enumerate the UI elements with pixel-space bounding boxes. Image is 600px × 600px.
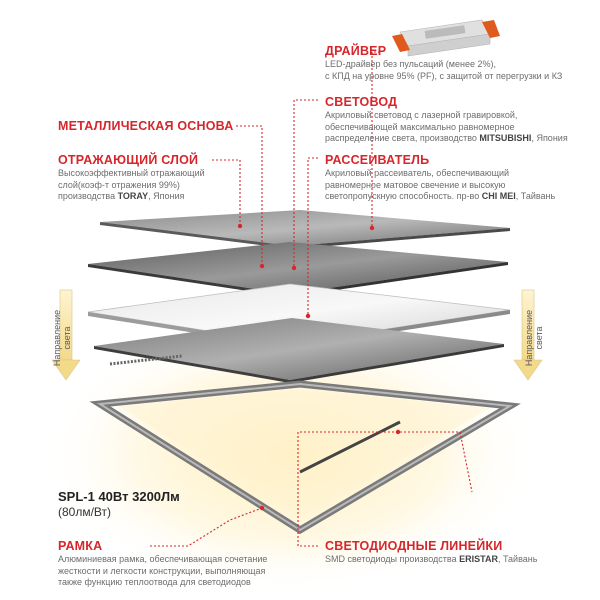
brand-eristar: ERISTAR (459, 554, 498, 564)
diffuser-desc-line1: Акриловый рассеиватель, обеспечивающий (325, 168, 510, 178)
diffuser-desc-line3: светопропускную способность. пр-во CHI MEI, Тайвань (325, 191, 556, 201)
frame-label (58, 539, 288, 589)
product-efficacy: (80лм/Вт) (58, 505, 112, 519)
reflective-desc-line3: производства TORAY, Япония (58, 191, 185, 201)
led-strips-title: СВЕТОДИОДНЫЕ ЛИНЕЙКИ (325, 539, 503, 553)
led-strips-label (325, 539, 595, 566)
product-model: SPL-1 40Вт 3200Лм (58, 489, 180, 504)
driver-label (325, 44, 595, 82)
led-strips-desc-line1: SMD светодиоды производства ERISTAR, Тайвань (325, 554, 538, 564)
light-direction-label-left: Направление света (52, 309, 72, 367)
frame-desc-line1: Алюминиевая рамка, обеспечивающая сочетание (58, 554, 268, 564)
diffuser-desc-line2: равномерное матовое свечение и высокую (325, 179, 506, 190)
brand-mitsubishi: MITSUBISHI (479, 133, 532, 143)
driver-title: ДРАЙВЕР (325, 44, 387, 58)
lightguide-desc-line3: распределение света, производство MITSUBISHI, Япония (325, 133, 568, 143)
driver-desc-line1: LED-драйвер без пульсаций (менее 2%), (325, 59, 496, 69)
driver-desc-line2: с КПД на уровне 95% (PF), с защитой от перегрузки и КЗ (325, 70, 563, 81)
product-label (58, 489, 258, 520)
lightguide-label (325, 95, 595, 145)
frame-desc-line3: также функцию теплоотвода для светодиодов (58, 577, 251, 587)
brand-chi-mei: CHI MEI (481, 191, 516, 201)
reflective-label (58, 153, 218, 203)
lightguide-desc-line2: обеспечивающей максимально равномерное (325, 121, 515, 132)
diffuser-title: РАССЕИВАТЕЛЬ (325, 153, 430, 167)
frame-title: РАМКА (58, 539, 103, 553)
frame-desc-line2: жесткости и легкости конструкции, выполняющая (58, 565, 266, 576)
reflective-desc-line2: слой(коэф-т отражения 99%) (58, 179, 180, 190)
reflective-desc-line1: Высокоэффективный отражающий (58, 168, 205, 178)
metal-base-title: МЕТАЛЛИЧЕСКАЯ ОСНОВА (58, 119, 234, 133)
metal-base-sheet (100, 210, 510, 246)
lightguide-desc-line1: Акриловый световод с лазерной гравировкой, (325, 110, 518, 120)
brand-toray: TORAY (117, 191, 149, 201)
reflective-title: ОТРАЖАЮЩИЙ СЛОЙ (58, 153, 199, 167)
light-direction-label-right: Направление света (524, 309, 544, 367)
lightguide-title: СВЕТОВОД (325, 95, 398, 109)
diffuser-label (325, 153, 595, 203)
metal-base-label (58, 119, 258, 134)
